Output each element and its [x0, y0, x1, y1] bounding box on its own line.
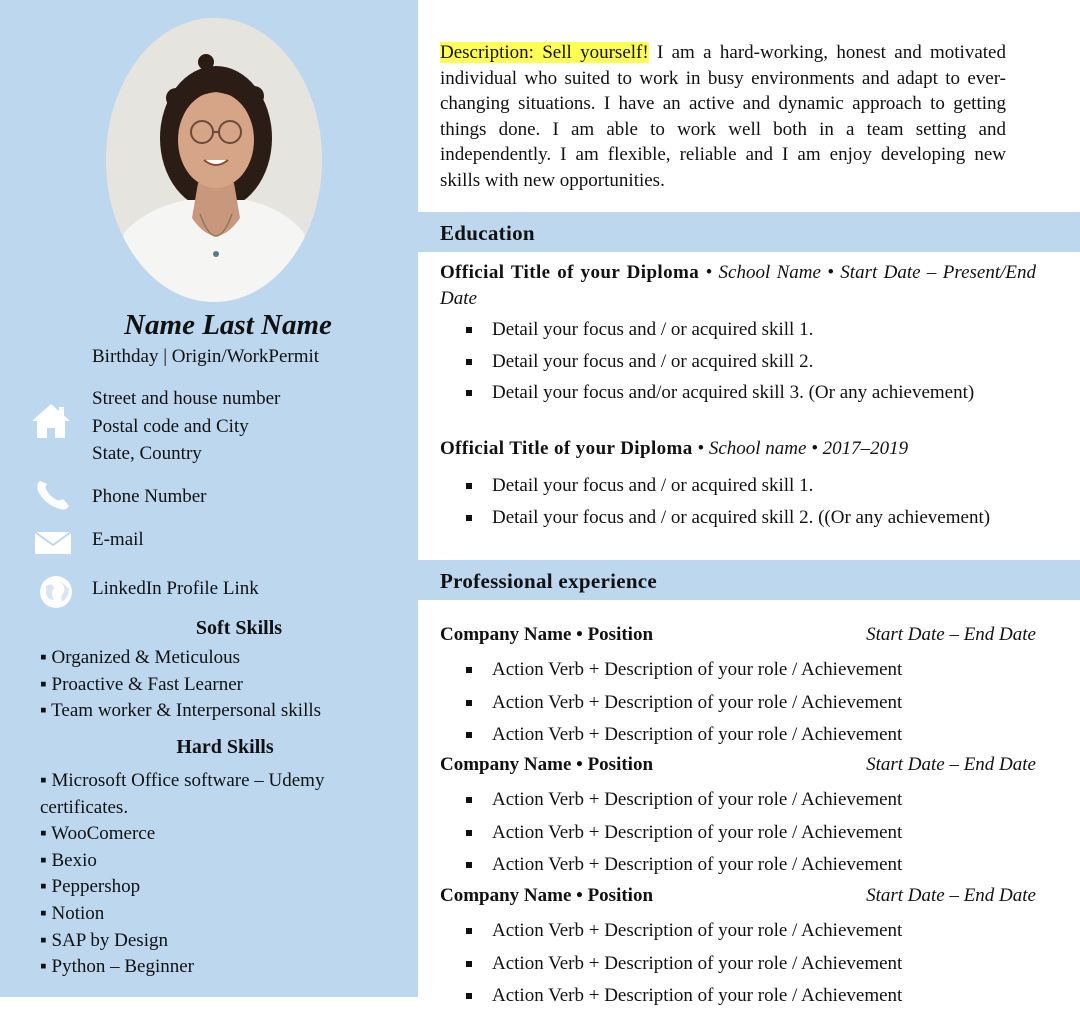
address-street: Street and house number — [92, 388, 281, 409]
list-item: ▪ Python – Beginner — [40, 956, 194, 978]
list-item: Detail your focus and / or acquired skill 1. — [466, 318, 974, 350]
profile-name: Name Last Name — [124, 309, 332, 341]
list-item: ▪ Team worker & Interpersonal skills — [40, 700, 322, 722]
job-header — [440, 624, 1036, 646]
soft-skills-title: Soft Skills — [195, 617, 283, 639]
list-item: Action Verb + Description of your role / Achievement — [466, 691, 902, 724]
job-company: Company Name • Position — [440, 624, 654, 645]
description-text: I am a hard-working, honest and motivated individual who suited to work in busy environments and adapt to ever-changing situations. I have an active and dynamic approach to getting things done. I am able to work well both in a team setting and independently. I am flexible, reliable and I am enjoy developing new skills with new opportunities. — [440, 42, 1006, 191]
phone-number: Phone Number — [92, 486, 207, 507]
list-item: Action Verb + Description of your role / Achievement — [466, 919, 902, 952]
description — [440, 40, 1006, 193]
list-item: ▪ Microsoft Office software – Udemy — [40, 770, 325, 791]
list-item: ▪ SAP by Design — [40, 929, 168, 951]
experience-title: Professional experience — [440, 569, 658, 593]
education-entry-header: Official Title of your Diploma • School Name • Start Date – Present/End Date — [440, 262, 1036, 309]
education-band — [418, 212, 1080, 252]
list-item: Detail your focus and/or acquired skill 3. (Or any achievement) — [466, 381, 974, 413]
globe-icon — [38, 574, 74, 610]
list-item: Action Verb + Description of your role / Achievement — [466, 952, 902, 985]
main-content — [418, 0, 1080, 1006]
job-company: Company Name • Position — [440, 754, 654, 775]
job-header — [440, 885, 1036, 907]
list-item: Action Verb + Description of your role / Achievement — [466, 821, 902, 854]
list-item: certificates. — [40, 796, 129, 818]
list-item: ▪ Notion — [40, 902, 105, 924]
list-item: Detail your focus and / or acquired skill 2. ((Or any achievement) — [466, 506, 990, 538]
list-item: ▪ Organized & Meticulous — [40, 647, 241, 668]
sidebar — [0, 0, 418, 997]
list-item: ▪ Proactive & Fast Learner — [40, 673, 244, 695]
list-item: Detail your focus and / or acquired skill 2. — [466, 350, 974, 382]
list-item: Detail your focus and / or acquired skill 1. — [466, 474, 990, 506]
experience-band — [418, 560, 1080, 600]
mail-icon — [34, 531, 72, 555]
list-item: Action Verb + Description of your role / Achievement — [466, 723, 902, 756]
hard-skills-title: Hard Skills — [176, 736, 274, 758]
job-bullets — [466, 919, 902, 1017]
list-item: ▪ WooComerce — [40, 823, 156, 845]
list-item: Action Verb + Description of your role / Achievement — [466, 788, 902, 821]
description-label: Description: Sell yourself! — [440, 42, 649, 63]
birth-line: Birthday | Origin/WorkPermit — [92, 346, 320, 367]
list-item: Action Verb + Description of your role / Achievement — [466, 658, 902, 691]
list-item: ▪ Bexio — [40, 849, 97, 871]
address-city: Postal code and City — [92, 415, 249, 437]
job-company: Company Name • Position — [440, 885, 654, 906]
phone-icon — [34, 478, 72, 512]
job-dates: Start Date – End Date — [866, 754, 1036, 775]
hard-skills-list — [40, 768, 370, 981]
education-entry-header: Official Title of your Diploma • School name • 2017–2019 — [440, 438, 909, 459]
education-title: Education — [440, 221, 535, 245]
education-bullets — [466, 318, 974, 413]
soft-skills-list — [40, 645, 370, 725]
list-item: ▪ Peppershop — [40, 876, 141, 898]
address-block — [92, 385, 280, 468]
list-item: Action Verb + Description of your role / Achievement — [466, 853, 902, 886]
job-header — [440, 754, 1036, 776]
job-bullets — [466, 658, 902, 756]
education-bullets — [466, 474, 990, 537]
list-item: Action Verb + Description of your role / Achievement — [466, 984, 902, 1017]
profile-photo — [106, 18, 322, 302]
linkedin-link: LinkedIn Profile Link — [92, 578, 259, 599]
job-dates: Start Date – End Date — [866, 885, 1036, 906]
job-dates: Start Date – End Date — [866, 624, 1036, 645]
email-address: E-mail — [92, 529, 144, 550]
job-bullets — [466, 788, 902, 886]
home-icon — [30, 402, 72, 440]
address-country: State, Country — [92, 443, 202, 464]
